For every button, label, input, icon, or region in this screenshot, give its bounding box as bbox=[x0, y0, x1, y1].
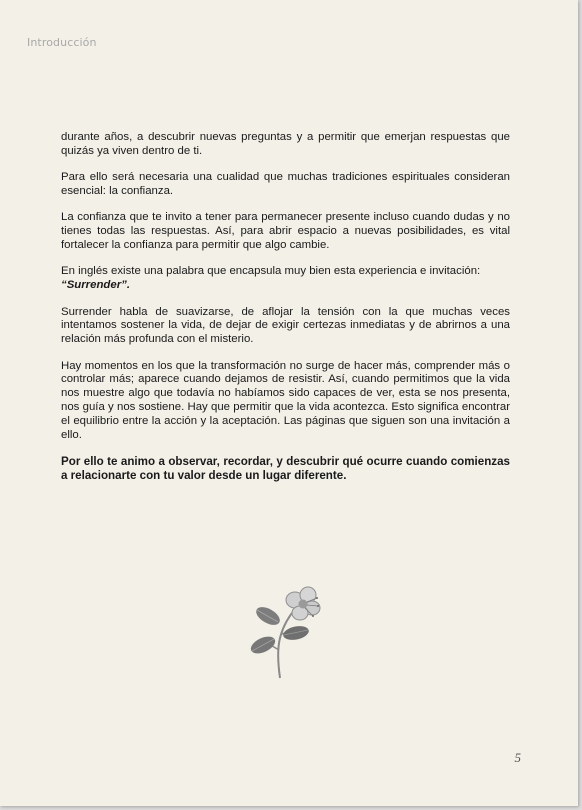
page-number: 5 bbox=[514, 750, 521, 765]
surrender-emphasis: “Surrender”. bbox=[61, 279, 130, 292]
body-text bbox=[61, 131, 510, 495]
paragraph-4 bbox=[61, 265, 510, 293]
paragraph-6: Hay momentos en los que la transformación no surge de hacer más, comprender más o controlar más; aparece cuando dejamos de resistir. Así, cuando permitimos que la vida nos muestre algo que todavía no habíamos sido capaces de ver, esta se nos presenta, nos guía y nos sostiene. Hay que permitir que la vida acontezca. Esto significa encontrar el equilibrio entre la acción y la aceptación. Las páginas que siguen son una invitación a ello. bbox=[61, 359, 510, 441]
paragraph-3: La confianza que te invito a tener para permanecer presente incluso cuando dudas y no tienes todas las respuestas. Así, para abrir espacio a nuevas posibilidades, es vital fortalecer la confianza para permitir que algo cambie. bbox=[61, 211, 510, 251]
running-header: Introducción bbox=[27, 36, 97, 49]
closing-paragraph: Por ello te animo a observar, recordar, y descubrir qué ocurre cuando comienzas a relacionarte con tu valor desde un lugar diferente. bbox=[61, 454, 510, 482]
paragraph-5: Surrender habla de suavizarse, de aflojar la tensión con la que muchas veces intentamos sostener la vida, de dejar de exigir certezas inmediatas y de abrirnos a una relación más profunda con el misterio. bbox=[61, 305, 510, 346]
paragraph-1: durante años, a descubrir nuevas preguntas y a permitir que emerjan respuestas que quizás ya viven dentro de ti. bbox=[61, 131, 510, 157]
flower-branch-icon bbox=[244, 584, 328, 680]
paragraph-4-text: En inglés existe una palabra que encapsula muy bien esta experiencia e invitación: bbox=[61, 265, 481, 278]
paragraph-2: Para ello será necesaria una cualidad que muchas tradiciones espirituales consideran esencial: la confianza. bbox=[61, 171, 510, 197]
